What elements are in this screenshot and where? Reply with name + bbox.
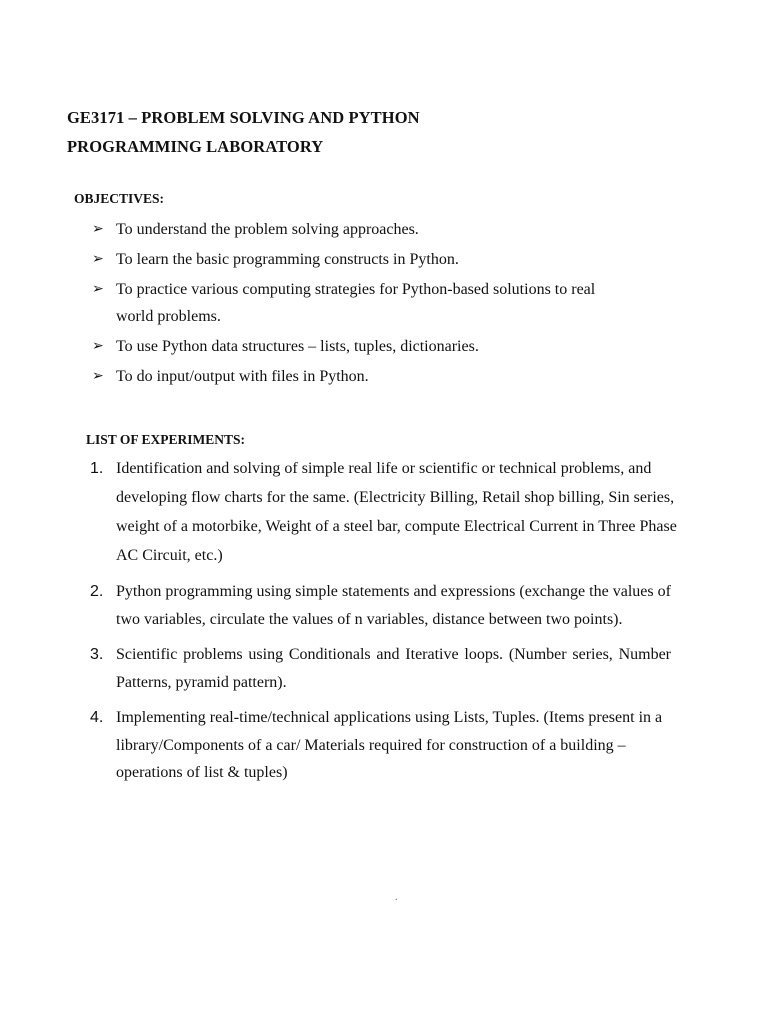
experiment-text: Python programming using simple statements and expressions (exchange the values of two variables, circulate the values of n variables, distance between two points). [116, 583, 671, 628]
experiment-item [88, 641, 671, 696]
course-title-line-2: PROGRAMMING LABORATORY [67, 137, 324, 156]
objective-text: To learn the basic programming constructs in Python. [116, 251, 459, 268]
objective-text: To do input/output with files in Python. [116, 368, 369, 385]
objective-item [92, 363, 652, 390]
objective-text: To use Python data structures – lists, tuples, dictionaries. [116, 338, 479, 355]
experiments-list [88, 454, 692, 795]
experiment-text: Scientific problems using Conditionals and Iterative loops. (Number series, Number Patterns, pyramid pattern). [116, 646, 671, 691]
objective-text: To practice various computing strategies for Python-based solutions to real world problems. [116, 281, 596, 325]
objective-text: To understand the problem solving approaches. [116, 221, 419, 238]
experiment-number: 4. [90, 709, 104, 726]
objective-item [92, 246, 652, 273]
objective-item [92, 333, 652, 360]
footer-mark: . [395, 892, 398, 903]
objective-item [92, 276, 636, 330]
objectives-heading: OBJECTIVES: [74, 191, 165, 206]
course-title-line-1: GE3171 – PROBLEM SOLVING AND PYTHON [67, 108, 420, 127]
arrow-bullet-icon: ➢ [92, 252, 104, 267]
arrow-bullet-icon: ➢ [92, 339, 104, 354]
experiment-item [88, 578, 671, 633]
arrow-bullet-icon: ➢ [92, 369, 104, 384]
experiments-heading: LIST OF EXPERIMENTS: [86, 432, 246, 447]
experiment-number: 1. [90, 460, 104, 477]
objective-item [92, 216, 652, 243]
arrow-bullet-icon: ➢ [92, 222, 104, 237]
experiment-text: Identification and solving of simple real life or scientific or technical problems, and developing flow charts for the same. (Electricity Billing, Retail shop billing, Sin series, weight of a motorbike, Weight of a steel bar, compute Electrical Current in Three Phase AC Circuit, etc.) [116, 460, 677, 564]
objectives-list [92, 216, 652, 393]
experiment-text: Implementing real-time/technical applications using Lists, Tuples. (Items present in a library/Components of a car/ Materials required for construction of a building –operations of list & tuples) [116, 709, 663, 781]
arrow-bullet-icon: ➢ [92, 282, 104, 297]
experiment-number: 2. [90, 583, 104, 600]
experiment-item [88, 704, 671, 787]
experiment-number: 3. [90, 646, 104, 663]
experiment-item [88, 454, 692, 570]
